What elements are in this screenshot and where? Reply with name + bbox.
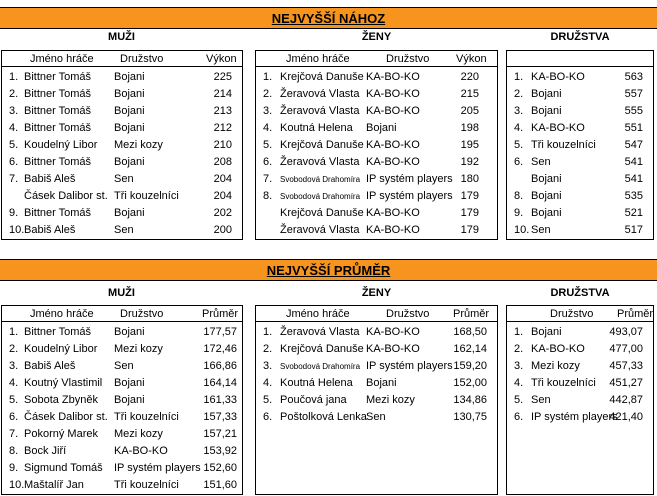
table-row	[256, 154, 497, 171]
row-team: IP systém players	[531, 411, 618, 423]
row-rank: 3.	[9, 105, 19, 117]
prumer-druzstva-title: DRUŽSTVA	[550, 287, 610, 299]
table-row	[507, 409, 653, 426]
row-team: KA-BO-KO	[366, 343, 420, 355]
table-row	[256, 324, 497, 341]
row-rank: 2.	[514, 88, 524, 100]
table-row	[2, 392, 242, 409]
table-row	[2, 443, 242, 460]
row-team: KA-BO-KO	[531, 122, 585, 134]
row-rank: 10.	[9, 479, 25, 491]
row-value: 212	[213, 122, 232, 134]
row-team: KA-BO-KO	[114, 445, 168, 457]
table-row	[256, 171, 497, 188]
header-team: Družstvo	[550, 308, 594, 320]
row-value: 130,75	[453, 411, 487, 423]
row-value: 517	[624, 224, 643, 236]
row-player-name: Krejčová Danuše	[280, 139, 364, 151]
row-value: 161,33	[203, 394, 237, 406]
row-value: 521	[624, 207, 643, 219]
row-rank: 3.	[514, 105, 524, 117]
row-rank: 4.	[263, 122, 273, 134]
row-player-name: Bittner Tomáš	[24, 105, 92, 117]
row-team: Tři kouzelníci	[114, 479, 179, 491]
table-row	[256, 103, 497, 120]
table-row	[256, 222, 497, 239]
row-team: IP systém players	[114, 462, 201, 474]
row-value: 153,92	[203, 445, 237, 457]
row-player-name: Koutný Vlastimil	[24, 377, 103, 389]
row-player-name: Sobota Zbyněk	[24, 394, 98, 406]
row-team: Sen	[531, 394, 551, 406]
row-team: KA-BO-KO	[366, 326, 420, 338]
table-row	[2, 460, 242, 477]
row-value: 205	[460, 105, 479, 117]
header-value: Průměr	[617, 308, 654, 320]
row-player-name: Bittner Tomáš	[24, 156, 92, 168]
table-header	[256, 305, 497, 322]
row-team: IP systém players	[366, 190, 453, 202]
row-rank: 4.	[9, 377, 19, 389]
row-player-name: Poučová jana	[280, 394, 347, 406]
table-row	[507, 358, 653, 375]
row-player-name: Koutná Helena	[280, 377, 353, 389]
table-row	[2, 477, 242, 494]
table-header	[507, 50, 653, 67]
row-value: 210	[213, 139, 232, 151]
table-row	[2, 409, 242, 426]
row-value: 166,86	[203, 360, 237, 372]
row-rank: 5.	[263, 394, 273, 406]
row-rank: 5.	[514, 394, 524, 406]
row-team: Mezi kozy	[366, 394, 415, 406]
row-player-name: Bittner Tomáš	[24, 207, 92, 219]
row-team: Tři kouzelníci	[114, 411, 179, 423]
row-team: Bojani	[531, 190, 562, 202]
row-player-name: Čásek Dalibor st.	[24, 411, 108, 423]
table-row	[507, 222, 653, 239]
row-team: Bojani	[531, 326, 562, 338]
header-name: Jméno hráče	[286, 308, 350, 320]
header-team: Družstvo	[120, 308, 164, 320]
row-team: KA-BO-KO	[366, 224, 420, 236]
nahoz-muzi-title: MUŽI	[108, 31, 135, 43]
row-value: 493,07	[609, 326, 643, 338]
row-player-name: Bittner Tomáš	[24, 88, 92, 100]
nahoz-druzstva-table	[506, 50, 654, 240]
row-team: KA-BO-KO	[366, 105, 420, 117]
table-row	[256, 86, 497, 103]
row-player-name: Čásek Dalibor st.	[24, 190, 108, 202]
row-team: Bojani	[531, 173, 562, 185]
row-rank: 3.	[263, 360, 273, 372]
row-player-name: Žeravová Vlasta	[280, 326, 360, 338]
row-team: Sen	[366, 411, 386, 423]
prumer-zeny-title: ŽENY	[361, 287, 392, 299]
row-player-name: Svobodová Drahomíra	[280, 175, 361, 184]
table-row	[2, 103, 242, 120]
row-team: Mezi kozy	[114, 139, 163, 151]
table-row	[507, 120, 653, 137]
row-value: 204	[213, 190, 232, 202]
row-value: 159,20	[453, 360, 487, 372]
header-team: Družstvo	[120, 53, 164, 65]
row-player-name: Krejčová Danuše	[280, 207, 364, 219]
row-team: IP systém players	[366, 360, 453, 372]
table-row	[507, 188, 653, 205]
table-row	[256, 69, 497, 86]
table-row	[2, 426, 242, 443]
row-team: Sen	[114, 173, 134, 185]
table-header	[2, 50, 242, 67]
table-row	[256, 392, 497, 409]
table-row	[2, 358, 242, 375]
row-team: Tři kouzelníci	[531, 139, 596, 151]
row-team: KA-BO-KO	[531, 343, 585, 355]
row-player-name: Krejčová Danuše	[280, 343, 364, 355]
table-row	[2, 69, 242, 86]
header-name: Jméno hráče	[30, 53, 94, 65]
row-rank: 7.	[263, 173, 273, 185]
table-row	[256, 409, 497, 426]
row-value: 213	[213, 105, 232, 117]
row-team: Bojani	[114, 377, 145, 389]
row-value: 563	[624, 71, 643, 83]
row-rank: 5.	[9, 139, 19, 151]
row-player-name: Bittner Tomáš	[24, 71, 92, 83]
row-rank: 5.	[9, 394, 19, 406]
row-rank: 2.	[263, 88, 273, 100]
header-name: Jméno hráče	[30, 308, 94, 320]
header-value: Průměr	[453, 308, 490, 320]
row-rank: 8.	[514, 190, 524, 202]
table-row	[507, 137, 653, 154]
row-value: 180	[460, 173, 479, 185]
table-row	[507, 86, 653, 103]
table-row	[2, 205, 242, 222]
header-value: Průměr	[202, 308, 239, 320]
table-row	[507, 324, 653, 341]
row-value: 198	[460, 122, 479, 134]
row-rank: 2.	[9, 88, 19, 100]
row-player-name: Žeravová Vlasta	[280, 105, 360, 117]
row-player-name: Svobodová Drahomíra	[280, 362, 361, 371]
row-team: Mezi kozy	[114, 343, 163, 355]
row-player-name: Koudelný Libor	[24, 139, 98, 151]
row-value: 204	[213, 173, 232, 185]
row-value: 192	[460, 156, 479, 168]
table-header	[2, 305, 242, 322]
table-row	[507, 103, 653, 120]
row-team: Bojani	[114, 122, 145, 134]
row-player-name: Bittner Tomáš	[24, 122, 92, 134]
row-team: Bojani	[531, 88, 562, 100]
row-value: 535	[624, 190, 643, 202]
row-value: 214	[213, 88, 232, 100]
prumer-title: NEJVYŠŠÍ PRŮMĚR	[261, 263, 397, 278]
row-value: 555	[624, 105, 643, 117]
row-value: 421,40	[609, 411, 643, 423]
row-value: 152,60	[203, 462, 237, 474]
table-row	[2, 137, 242, 154]
table-row	[507, 154, 653, 171]
prumer-muzi-table	[1, 305, 243, 495]
row-value: 168,50	[453, 326, 487, 338]
row-rank: 8.	[263, 190, 273, 202]
table-row	[256, 375, 497, 392]
row-rank: 1.	[514, 326, 524, 338]
table-row	[256, 188, 497, 205]
table-row	[2, 154, 242, 171]
row-rank: 1.	[263, 71, 273, 83]
table-row	[507, 171, 653, 188]
row-value: 541	[624, 156, 643, 168]
row-player-name: Žeravová Vlasta	[280, 156, 360, 168]
row-team: Bojani	[114, 88, 145, 100]
row-rank: 6.	[514, 156, 524, 168]
row-value: 442,87	[609, 394, 643, 406]
row-player-name: Bock Jiří	[24, 445, 67, 457]
row-value: 195	[460, 139, 479, 151]
row-rank: 4.	[514, 122, 524, 134]
row-team: Bojani	[114, 394, 145, 406]
row-value: 457,33	[609, 360, 643, 372]
row-rank: 10.	[9, 224, 25, 236]
row-rank: 9.	[9, 462, 19, 474]
row-value: 202	[213, 207, 232, 219]
row-rank: 9.	[514, 207, 524, 219]
row-rank: 6.	[514, 411, 524, 423]
row-rank: 4.	[263, 377, 273, 389]
row-player-name: Pokorný Marek	[24, 428, 98, 440]
row-team: KA-BO-KO	[366, 156, 420, 168]
row-team: IP systém players	[366, 173, 453, 185]
row-value: 179	[460, 207, 479, 219]
nahoz-muzi-table	[1, 50, 243, 240]
table-row	[507, 392, 653, 409]
row-rank: 4.	[514, 377, 524, 389]
row-value: 172,46	[203, 343, 237, 355]
row-rank: 7.	[9, 173, 19, 185]
row-value: 557	[624, 88, 643, 100]
row-value: 220	[460, 71, 479, 83]
row-player-name: Žeravová Vlasta	[280, 88, 360, 100]
row-player-name: Bittner Tomáš	[24, 326, 92, 338]
row-value: 179	[460, 224, 479, 236]
row-rank: 2.	[263, 343, 273, 355]
row-rank: 3.	[514, 360, 524, 372]
row-rank: 6.	[9, 411, 19, 423]
row-team: Bojani	[114, 71, 145, 83]
row-team: Bojani	[531, 207, 562, 219]
row-value: 541	[624, 173, 643, 185]
row-team: Mezi kozy	[114, 428, 163, 440]
row-player-name: Sigmund Tomáš	[24, 462, 103, 474]
prumer-banner	[0, 259, 657, 281]
nahoz-title: NEJVYŠŠÍ NÁHOZ	[266, 11, 391, 26]
row-team: KA-BO-KO	[366, 207, 420, 219]
header-team: Družstvo	[386, 308, 430, 320]
row-value: 134,86	[453, 394, 487, 406]
table-row	[256, 137, 497, 154]
row-player-name: Poštolková Lenka	[280, 411, 367, 423]
row-player-name: Svobodová Drahomíra	[280, 192, 361, 201]
header-value: Výkon	[456, 53, 487, 65]
row-team: KA-BO-KO	[531, 71, 585, 83]
row-team: Tři kouzelníci	[531, 377, 596, 389]
nahoz-zeny-title: ŽENY	[361, 31, 392, 43]
nahoz-druzstva-title: DRUŽSTVA	[550, 31, 610, 43]
row-team: KA-BO-KO	[366, 71, 420, 83]
row-team: Sen	[114, 224, 134, 236]
prumer-muzi-title: MUŽI	[108, 287, 135, 299]
row-rank: 8.	[9, 445, 19, 457]
table-row	[2, 222, 242, 239]
table-header	[507, 305, 653, 322]
row-rank: 10.	[514, 224, 530, 236]
row-team: Tři kouzelníci	[114, 190, 179, 202]
row-rank: 7.	[9, 428, 19, 440]
table-row	[2, 324, 242, 341]
row-value: 477,00	[609, 343, 643, 355]
row-value: 215	[460, 88, 479, 100]
row-player-name: Babiš Aleš	[24, 360, 76, 372]
header-value: Výkon	[206, 53, 237, 65]
row-rank: 2.	[9, 343, 19, 355]
row-value: 152,00	[453, 377, 487, 389]
row-player-name: Babiš Aleš	[24, 224, 76, 236]
row-value: 551	[624, 122, 643, 134]
row-rank: 9.	[9, 207, 19, 219]
table-row	[256, 358, 497, 375]
nahoz-banner	[0, 7, 657, 29]
table-header	[256, 50, 497, 67]
row-value: 451,27	[609, 377, 643, 389]
table-row	[256, 205, 497, 222]
row-team: Sen	[114, 360, 134, 372]
row-rank: 6.	[263, 411, 273, 423]
row-rank: 1.	[514, 71, 524, 83]
row-rank: 6.	[263, 156, 273, 168]
table-row	[507, 205, 653, 222]
table-row	[2, 341, 242, 358]
row-team: Mezi kozy	[531, 360, 580, 372]
row-value: 225	[213, 71, 232, 83]
row-team: Sen	[531, 156, 551, 168]
nahoz-zeny-table	[255, 50, 498, 240]
row-rank: 3.	[9, 360, 19, 372]
row-team: Bojani	[114, 105, 145, 117]
row-rank: 5.	[514, 139, 524, 151]
row-team: Bojani	[531, 105, 562, 117]
row-team: Bojani	[366, 122, 397, 134]
row-team: Bojani	[366, 377, 397, 389]
prumer-druzstva-table	[506, 305, 654, 495]
row-value: 162,14	[453, 343, 487, 355]
row-team: Sen	[531, 224, 551, 236]
row-rank: 1.	[9, 71, 19, 83]
row-player-name: Krejčová Danuše	[280, 71, 364, 83]
table-row	[507, 375, 653, 392]
header-team: Družstvo	[386, 53, 430, 65]
row-player-name: Žeravová Vlasta	[280, 224, 360, 236]
row-value: 179	[460, 190, 479, 202]
row-player-name: Maštalíř Jan	[24, 479, 84, 491]
row-team: KA-BO-KO	[366, 88, 420, 100]
row-team: Bojani	[114, 207, 145, 219]
table-row	[507, 341, 653, 358]
row-team: Bojani	[114, 326, 145, 338]
row-team: Bojani	[114, 156, 145, 168]
row-value: 208	[213, 156, 232, 168]
table-row	[256, 120, 497, 137]
row-value: 157,33	[203, 411, 237, 423]
row-value: 157,21	[203, 428, 237, 440]
row-rank: 2.	[514, 343, 524, 355]
table-row	[2, 188, 242, 205]
row-rank: 5.	[263, 139, 273, 151]
table-row	[2, 120, 242, 137]
row-rank: 1.	[9, 326, 19, 338]
table-row	[2, 171, 242, 188]
table-row	[2, 86, 242, 103]
row-value: 151,60	[203, 479, 237, 491]
row-player-name: Babiš Aleš	[24, 173, 76, 185]
row-player-name: Koutná Helena	[280, 122, 353, 134]
row-rank: 3.	[263, 105, 273, 117]
row-team: KA-BO-KO	[366, 139, 420, 151]
row-rank: 1.	[263, 326, 273, 338]
table-row	[256, 341, 497, 358]
row-rank: 4.	[9, 122, 19, 134]
row-player-name: Koudelný Libor	[24, 343, 98, 355]
header-name: Jméno hráče	[286, 53, 350, 65]
row-value: 200	[213, 224, 232, 236]
prumer-zeny-table	[255, 305, 498, 495]
row-value: 177,57	[203, 326, 237, 338]
row-value: 547	[624, 139, 643, 151]
table-row	[2, 375, 242, 392]
table-row	[507, 69, 653, 86]
row-rank: 6.	[9, 156, 19, 168]
row-value: 164,14	[203, 377, 237, 389]
